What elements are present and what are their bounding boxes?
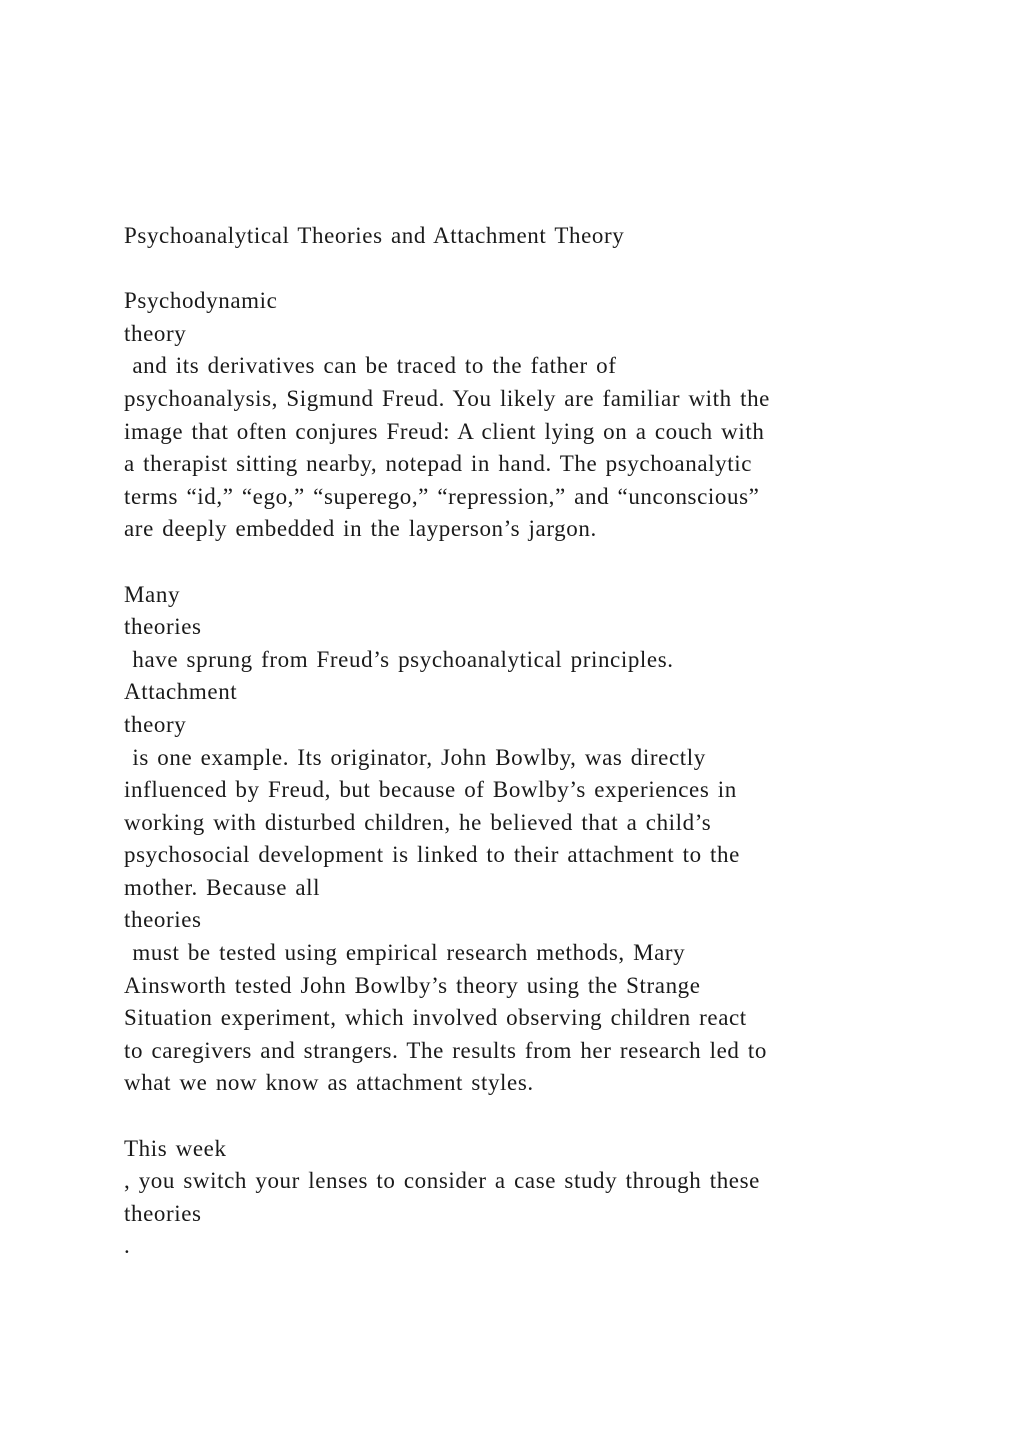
text-line: theories bbox=[124, 907, 202, 933]
text-line: theories bbox=[124, 614, 202, 640]
text-line: terms “id,” “ego,” “superego,” “repression,” and “unconscious” bbox=[124, 483, 760, 509]
text-line: what we now know as attachment styles. bbox=[124, 1070, 534, 1096]
document-title: Psychoanalytical Theories and Attachment Theory bbox=[124, 223, 625, 248]
document-body bbox=[124, 220, 964, 1263]
text-line: psychoanalysis, Sigmund Freud. You likely are familiar with the bbox=[124, 385, 770, 411]
text-line: and its derivatives can be traced to the father of bbox=[124, 353, 617, 379]
text-line: Psychodynamic bbox=[124, 288, 278, 314]
text-line: theories bbox=[124, 1200, 202, 1226]
text-line: to caregivers and strangers. The results from her research led to bbox=[124, 1037, 767, 1063]
text-line: This week bbox=[124, 1135, 227, 1161]
text-line: Attachment bbox=[124, 679, 238, 705]
text-line: . bbox=[124, 1233, 131, 1259]
text-line: are deeply embedded in the layperson’s jargon. bbox=[124, 516, 597, 542]
text-line: Ainsworth tested John Bowlby’s theory using the Strange bbox=[124, 972, 701, 998]
text-line: psychosocial development is linked to their attachment to the bbox=[124, 842, 740, 868]
text-line: must be tested using empirical research methods, Mary bbox=[124, 940, 686, 966]
text-line: working with disturbed children, he believed that a child’s bbox=[124, 809, 712, 835]
text-line: have sprung from Freud’s psychoanalytical principles. bbox=[124, 646, 674, 672]
text-line: Situation experiment, which involved observing children react bbox=[124, 1005, 747, 1031]
text-line: theory bbox=[124, 711, 187, 737]
text-line: a therapist sitting nearby, notepad in hand. The psychoanalytic bbox=[124, 451, 753, 477]
paragraph-spacer bbox=[124, 253, 964, 286]
paragraph-spacer bbox=[124, 546, 964, 579]
text-line: influenced by Freud, but because of Bowlby’s experiences in bbox=[124, 777, 737, 803]
text-line: , you switch your lenses to consider a case study through these bbox=[124, 1168, 760, 1194]
text-line: Many bbox=[124, 581, 181, 607]
text-line: mother. Because all bbox=[124, 874, 321, 900]
paragraph-3 bbox=[124, 1133, 964, 1263]
text-line: theory bbox=[124, 320, 187, 346]
paragraph-2 bbox=[124, 579, 964, 1101]
text-line: is one example. Its originator, John Bowlby, was directly bbox=[124, 744, 706, 770]
paragraph-spacer bbox=[124, 1100, 964, 1133]
text-line: image that often conjures Freud: A client lying on a couch with bbox=[124, 418, 765, 444]
paragraph-1 bbox=[124, 285, 964, 546]
